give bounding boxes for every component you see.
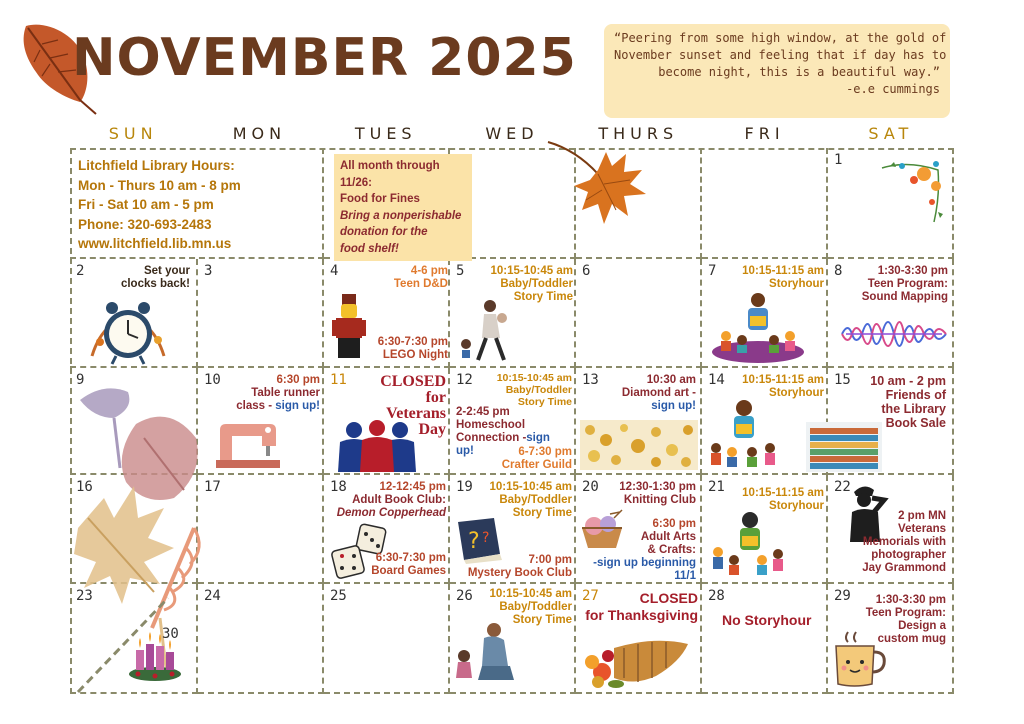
day-number: 3 xyxy=(204,263,213,279)
day-number: 22 xyxy=(834,479,851,495)
event-title: photographer xyxy=(871,549,946,561)
signup-link[interactable]: sign up! xyxy=(651,400,696,412)
fines-line: Bring a nonperishable xyxy=(340,209,462,222)
event-time: 12:30-1:30 pm xyxy=(619,481,696,493)
soldiers-silhouette-icon xyxy=(332,418,422,472)
event-title: Sound Mapping xyxy=(861,291,948,303)
event-time: 1:30-3:30 pm xyxy=(877,265,948,277)
fines-line: All month through xyxy=(340,160,440,172)
event-title: Baby/Toddler xyxy=(499,494,572,506)
event-title: class - xyxy=(236,400,276,412)
day-number: 12 xyxy=(456,372,473,388)
books-stack-icon xyxy=(806,422,882,472)
cell-day-1 xyxy=(828,148,954,259)
event-title: Homeschool xyxy=(456,419,526,431)
day-number: 9 xyxy=(76,372,85,388)
day-number: 11 xyxy=(330,372,347,388)
hours-line: Mon - Thurs 10 am - 8 pm xyxy=(78,177,241,193)
event-storyhour xyxy=(742,265,824,291)
storytime-icon xyxy=(710,290,806,364)
event-time: 6:30 pm xyxy=(276,374,320,386)
weekday-mon: MON xyxy=(232,124,287,143)
signup-link[interactable]: up! xyxy=(456,445,474,457)
storytime-icon xyxy=(708,398,784,470)
no-storyhour: No Storyhour xyxy=(722,612,812,628)
event-time: 6:30-7:30 pm xyxy=(377,336,448,348)
signup-link[interactable]: sign up! xyxy=(275,400,320,412)
event-title: Storyhour xyxy=(769,500,824,512)
event-time: 10:30 am xyxy=(646,374,696,386)
event-time: 6:30 pm xyxy=(652,518,696,530)
event-title: Adult Arts xyxy=(640,531,696,543)
event-time: 2 pm MN xyxy=(898,510,946,522)
event-mystery-book-club xyxy=(468,554,572,580)
event-time: 12-12:45 pm xyxy=(379,481,446,493)
weekday-thu: THURS xyxy=(598,124,679,143)
weekday-fri: FRI xyxy=(744,124,785,143)
event-title: Friends of xyxy=(885,388,946,402)
day-number: 4 xyxy=(330,263,339,279)
cell-day-25 xyxy=(324,584,450,694)
cell-empty xyxy=(702,148,828,259)
event-line: clocks back! xyxy=(120,278,190,290)
event-title: LEGO Night xyxy=(382,349,448,361)
day-number: 14 xyxy=(708,372,725,388)
day-number: 26 xyxy=(456,588,473,604)
website-link[interactable]: www.litchfield.lib.mn.us xyxy=(78,236,232,251)
phone-number: Phone: 320-693-2483 xyxy=(78,216,212,232)
event-title: Connection - xyxy=(456,432,527,444)
event-title: Jay Grammond xyxy=(862,562,946,574)
event-title: Crafter Guild xyxy=(501,459,572,471)
day-number: 24 xyxy=(204,588,221,604)
sound-wave-icon xyxy=(842,312,946,356)
event-title: Mystery Book Club xyxy=(467,567,572,579)
signup-link[interactable]: -sign up beginning xyxy=(593,557,696,569)
day-number: 2 xyxy=(76,263,85,279)
diamond-dots-icon xyxy=(580,420,698,470)
event-time: 2-2:45 pm xyxy=(456,406,510,418)
quote-box xyxy=(604,24,950,118)
event-title: Table runner xyxy=(251,387,320,399)
event-time: 10:15-11:15 am xyxy=(742,374,824,386)
day-number: 1 xyxy=(834,152,843,168)
signup-link[interactable]: sign xyxy=(526,432,550,444)
event-line: Set your xyxy=(143,265,190,277)
event-time: 10:15-11:15 am xyxy=(742,265,824,277)
day-number: 25 xyxy=(330,588,347,604)
event-title: Baby/Toddler xyxy=(505,384,572,396)
event-title: Teen Program: xyxy=(865,607,946,619)
closed-label: CLOSED xyxy=(639,590,698,606)
event-title: Knitting Club xyxy=(623,494,696,506)
cell-day-24 xyxy=(198,584,324,694)
hours-line: Fri - Sat 10 am - 5 pm xyxy=(78,197,214,212)
page-title: NOVEMBER 2025 xyxy=(72,28,577,88)
food-for-fines-note xyxy=(334,154,472,261)
event-time: 10:15-11:15 am xyxy=(742,487,824,499)
fines-line: 11/26: xyxy=(340,176,372,189)
weekday-tue: TUES xyxy=(354,124,417,143)
day-number: 18 xyxy=(330,479,347,495)
day-number: 27 xyxy=(582,588,599,604)
event-title: & Crafts: xyxy=(647,544,696,556)
day-number: 23 xyxy=(76,588,93,604)
sewing-machine-icon xyxy=(216,420,280,470)
day-number: 7 xyxy=(708,263,717,279)
event-title: Story Time xyxy=(512,614,572,626)
weekday-sun: SUN xyxy=(108,124,158,143)
event-title: the Library xyxy=(881,402,946,416)
event-title: Demon Copperhead xyxy=(336,507,446,519)
event-title: Baby/Toddler xyxy=(499,601,572,613)
event-time: 10:15-10:45 am xyxy=(490,265,573,277)
event-time: 10:15-10:45 am xyxy=(496,372,572,384)
event-diamond-art xyxy=(622,374,696,413)
event-table-runner xyxy=(236,374,320,413)
quote-line: “Peering from some high window, at the gold of xyxy=(614,31,947,45)
advent-candles-icon xyxy=(128,628,182,682)
event-title: Book Sale xyxy=(885,416,946,430)
storytime-icon xyxy=(710,510,788,580)
event-board-games xyxy=(371,552,446,578)
quote-author: -e.e cummings xyxy=(846,82,940,96)
cell-day-3 xyxy=(198,259,324,368)
coffee-mug-icon xyxy=(834,630,888,688)
event-title: custom mug xyxy=(877,633,946,645)
event-teen-sound-mapping xyxy=(862,265,948,304)
event-time: 10:15-10:45 am xyxy=(489,481,572,493)
weekday-header xyxy=(70,124,954,146)
event-time: 4-6 pm xyxy=(410,265,448,277)
event-teen-dnd xyxy=(394,265,448,291)
hours-title: Litchfield Library Hours: xyxy=(78,158,235,173)
event-title: Design a xyxy=(898,620,946,632)
event-lego-night xyxy=(378,336,448,362)
calendar-grid xyxy=(70,148,954,694)
event-time: 10 am - 2 pm xyxy=(870,374,946,388)
cell-day-28 xyxy=(702,584,828,694)
parent-stroller-icon xyxy=(456,298,516,364)
closed-label: CLOSED xyxy=(380,373,446,390)
event-time: 6:30-7:30 pm xyxy=(375,552,446,564)
fines-line: food shelf! xyxy=(340,242,399,255)
event-adult-arts-crafts xyxy=(593,518,696,583)
fines-line: Food for Fines xyxy=(340,193,420,205)
event-title: Memorials with xyxy=(862,536,946,548)
svg-text:?: ? xyxy=(482,530,490,546)
event-storytime xyxy=(497,372,572,408)
weekday-wed: WED xyxy=(485,124,539,143)
cell-day-6 xyxy=(576,259,702,368)
event-storytime xyxy=(490,481,572,520)
fines-line: donation for the xyxy=(340,226,428,238)
closed-label: for xyxy=(425,389,446,406)
event-title: Teen Program: xyxy=(867,278,948,290)
quote-line: become night, this is a beautiful way.” xyxy=(658,65,940,79)
day-number: 28 xyxy=(708,588,725,604)
day-number: 6 xyxy=(582,263,591,279)
event-title: Storyhour xyxy=(769,278,824,290)
alarm-clock-icon xyxy=(88,296,168,366)
event-title: Board Games xyxy=(371,565,446,577)
weekday-sat: SAT xyxy=(868,124,914,143)
closed-label: Veterans xyxy=(386,405,446,422)
day-number: 16 xyxy=(76,479,93,495)
day-number: 21 xyxy=(708,479,725,495)
cornucopia-icon xyxy=(584,634,692,690)
event-title: Story Time xyxy=(512,507,572,519)
event-title: Story Time xyxy=(513,291,573,303)
day-number: 30 xyxy=(162,626,179,642)
event-time: 1:30-3:30 pm xyxy=(875,594,946,606)
event-title: Diamond art - xyxy=(621,387,696,399)
day-number: 5 xyxy=(456,263,465,279)
mother-child-icon xyxy=(454,622,518,688)
lego-figure-icon xyxy=(332,294,366,360)
event-adult-book-club xyxy=(337,481,446,520)
day-number: 20 xyxy=(582,479,599,495)
closed-label: for Thanksgiving xyxy=(585,607,698,623)
maple-leaf-icon xyxy=(546,140,656,230)
event-title: Story Time xyxy=(517,396,572,408)
event-mn-veterans xyxy=(862,510,946,575)
event-time: 10:15-10:45 am xyxy=(489,588,572,600)
closed-label: Day xyxy=(418,421,446,438)
closed-thanksgiving xyxy=(585,590,698,624)
library-hours xyxy=(78,156,241,254)
event-storyhour xyxy=(742,374,824,400)
event-knitting-club xyxy=(619,481,696,507)
day-number: 10 xyxy=(204,372,221,388)
event-title: Adult Book Club: xyxy=(352,494,446,506)
day-number: 19 xyxy=(456,479,473,495)
svg-text:?: ? xyxy=(468,529,480,554)
event-clocks-back xyxy=(121,265,190,291)
event-crafter-guild xyxy=(502,446,572,472)
day-number: 13 xyxy=(582,372,599,388)
event-title: Teen D&D xyxy=(393,278,448,290)
day-number: 29 xyxy=(834,588,851,604)
event-title: Veterans xyxy=(898,523,946,535)
flower-corner-icon xyxy=(878,156,948,226)
cell-day-17 xyxy=(198,475,324,584)
event-title: Baby/Toddler xyxy=(500,278,573,290)
event-time: 7:00 pm xyxy=(528,554,572,566)
day-number: 17 xyxy=(204,479,221,495)
signup-link[interactable]: 11/1 xyxy=(674,570,696,582)
event-time: 6-7:30 pm xyxy=(518,446,572,458)
day-number: 8 xyxy=(834,263,843,279)
event-title: Storyhour xyxy=(769,387,824,399)
quote-line: November sunset and feeling that if day has to xyxy=(614,48,947,62)
day-number: 15 xyxy=(834,372,851,388)
